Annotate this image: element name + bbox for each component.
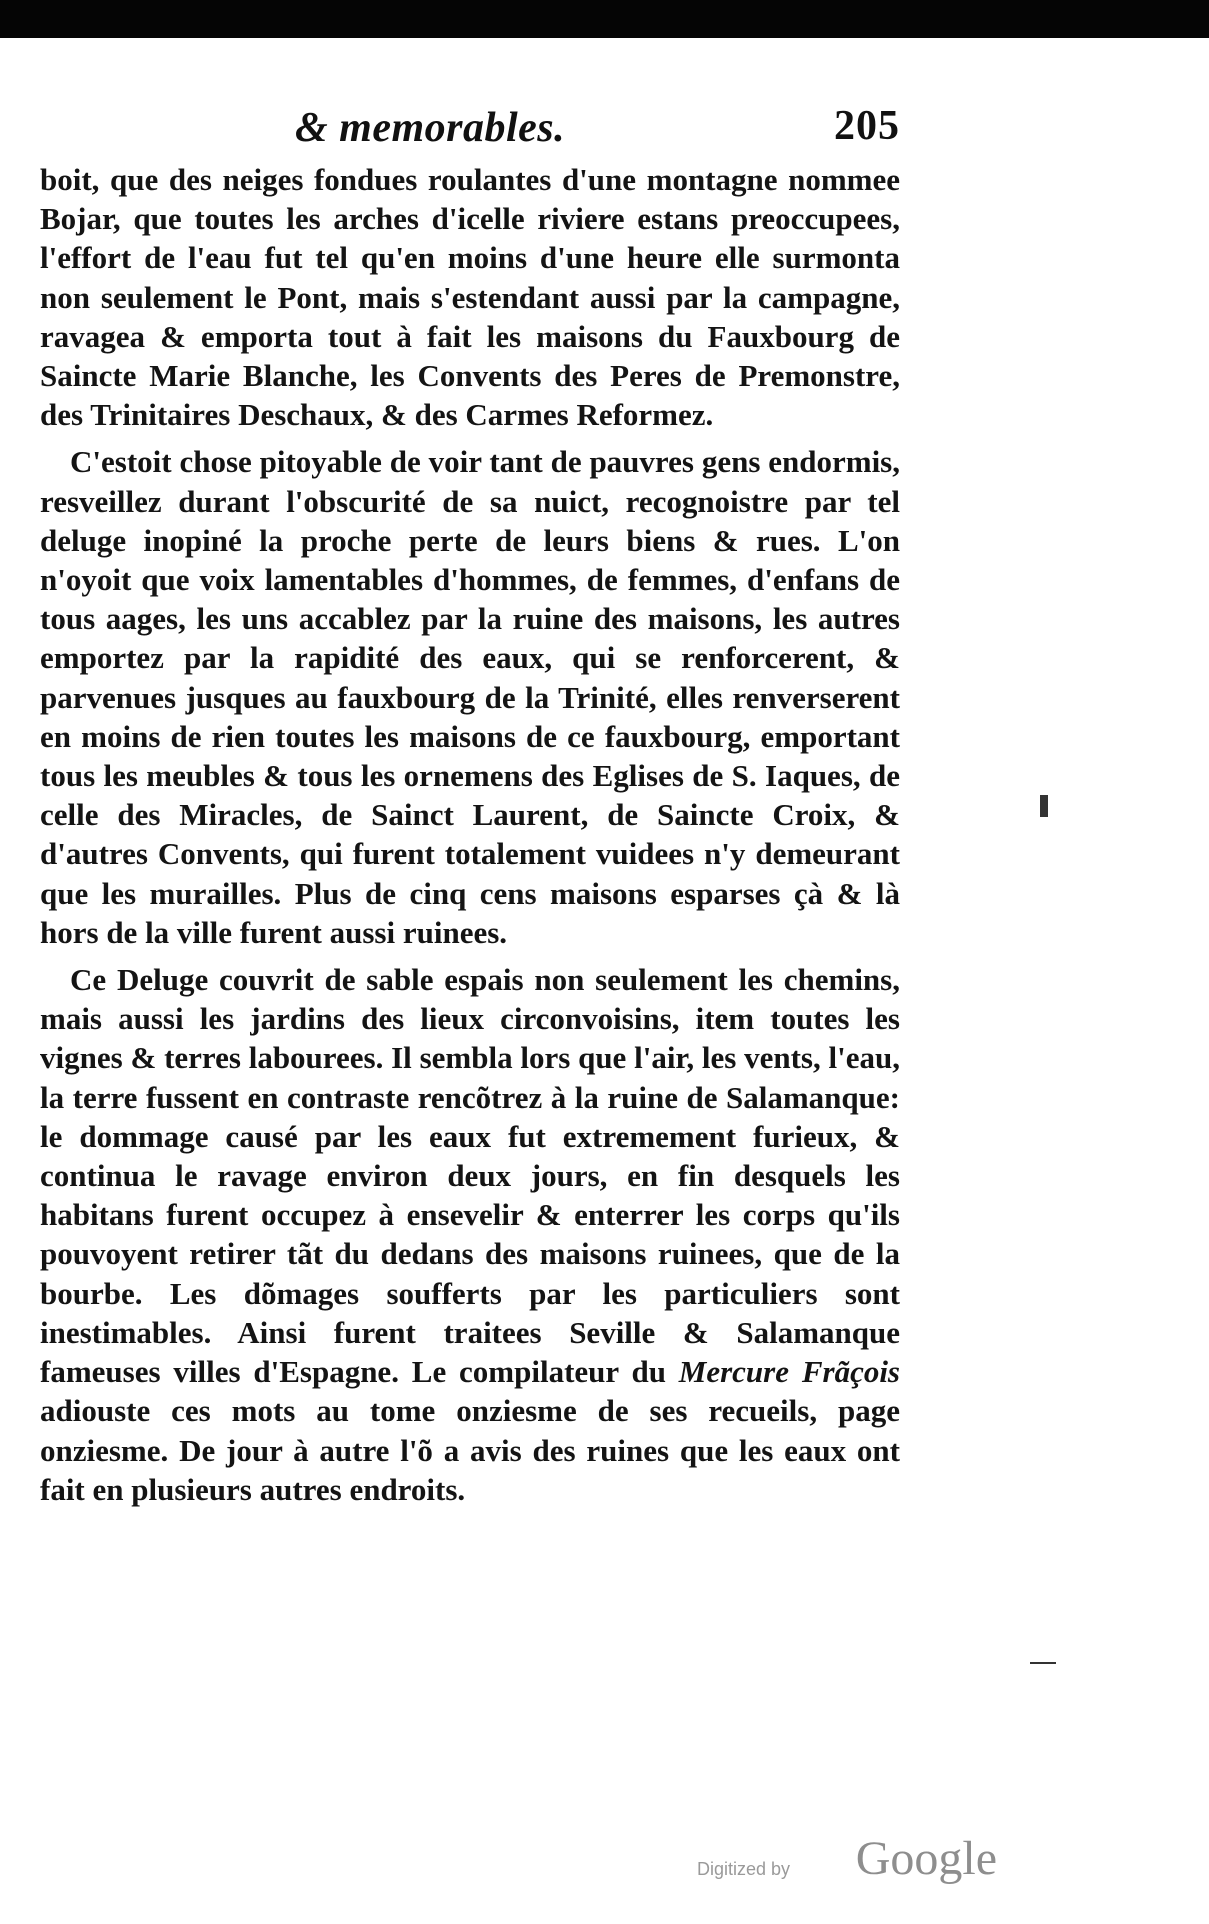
paragraph-3-text: Ce Deluge couvrit de sable espais non seulement les chemins, mais aussi les jardins des lieux circonvoisins, item toutes les vignes & terres labourees. Il sembla lors que l'air, les vents, l'eau, la terre fussent en contraste rencõtrez à la ruine de Salamanque: le dommage causé par les eaux fut extremement furieux, & continua le ravage environ deux jours, en fin desquels les habitans furent occupez à ensevelir & enterrer les corps qu'ils pouvoyent retirer tãt du dedans des maisons ruinees, que de la bourbe. Les dõmages soufferts par les particuliers sont inestimables. Ainsi furent traitees Seville & Salamanque fameuses villes d'Espagne. Le compilateur du bbox=[40, 962, 900, 1390]
body-text bbox=[40, 160, 900, 1509]
italic-title: Mercure Frãçois bbox=[678, 1354, 901, 1390]
scan-mark bbox=[1040, 795, 1048, 817]
digitized-by-label: Digitized by bbox=[697, 1859, 791, 1879]
page-number: 205 bbox=[834, 103, 900, 149]
paragraph-1-text: boit, que des neiges fondues roulantes d'une montagne nommee Bojar, que toutes les arches d'icelle riviere estans preoccupees, l'effort de l'eau fut tel qu'en moins d'une heure elle surmonta non seulement le Pont, mais s'estendant aussi par la campagne, ravagea & emporta tout à fait les maisons du Fauxbourg de Saincte Marie Blanche, les Convents des Peres de Premonstre, des Trinitaires Deschaux, & des Carmes Reformez. bbox=[40, 162, 900, 433]
scan-mark bbox=[1030, 1662, 1056, 1664]
paragraph-1 bbox=[40, 160, 900, 434]
digitization-watermark bbox=[697, 1834, 997, 1886]
running-head: & memorables. bbox=[295, 105, 566, 151]
paragraph-3 bbox=[40, 960, 900, 1509]
paragraph-3-tail: adiouste ces mots au tome onziesme de ses recueils, page onziesme. De jour à autre l'õ a avis des ruines que les eaux ont fait en plusieurs autres endroits. bbox=[40, 1393, 900, 1507]
paragraph-2 bbox=[40, 442, 900, 952]
scan-top-band bbox=[0, 0, 1209, 38]
google-logo: Google bbox=[855, 1832, 997, 1885]
page-header bbox=[40, 98, 900, 158]
paragraph-2-text: C'estoit chose pitoyable de voir tant de pauvres gens endormis, resveillez durant l'obscurité de sa nuict, recognoistre par tel deluge inopiné la proche perte de leurs biens & rues. L'on n'oyoit que voix lamentables d'hommes, de femmes, d'enfans de tous aages, les uns accablez par la ruine des maisons, les autres emportez par la rapidité des eaux, qui se renforcerent, & parvenues jusques au fauxbourg de la Trinité, elles renverserent en moins de rien toutes les maisons de ce fauxbourg, emportant tous les meubles & tous les ornemens des Eglises de S. Iaques, de celle des Miracles, de Sainct Laurent, de Saincte Croix, & d'autres Convents, qui furent totalement vuidees n'y demeurant que les murailles. Plus de cinq cens maisons esparses çà & là hors de la ville furent aussi ruinees. bbox=[40, 444, 900, 950]
